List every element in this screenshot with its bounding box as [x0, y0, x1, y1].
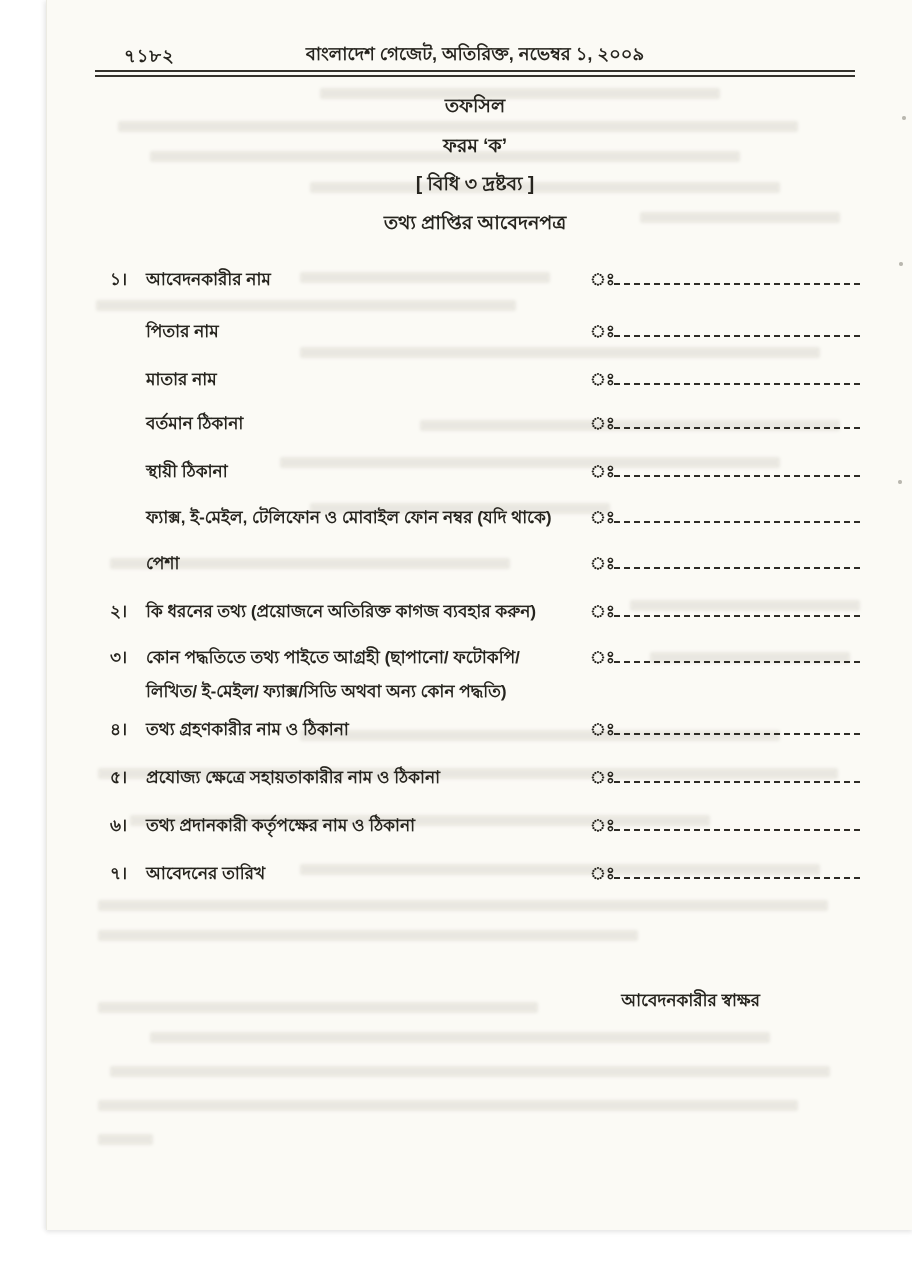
field-row-receiver-name-address	[110, 718, 860, 742]
field-row-present-address	[110, 412, 860, 436]
colon-separator: ঃ	[590, 768, 615, 787]
field-label: কি ধরনের তথ্য (প্রয়োজনে অতিরিক্ত কাগজ ব্যবহার করুন)	[146, 602, 537, 621]
field-row-permanent-address	[110, 460, 860, 484]
field-label: পেশা	[146, 554, 180, 573]
field-number: ৪।	[110, 720, 128, 739]
page-number: ৭১৮২	[124, 46, 175, 66]
answer-line[interactable]	[614, 414, 860, 429]
field-label: মাতার নাম	[146, 370, 217, 389]
field-row-contact-numbers	[110, 506, 860, 530]
rule-note: [ বিধি ৩ দ্রষ্টব্য ]	[415, 174, 535, 195]
field-number: ১।	[110, 270, 128, 289]
field-number: ৫।	[110, 768, 128, 787]
colon-separator: ঃ	[590, 370, 615, 389]
field-label: ফ্যাক্স, ই-মেইল, টেলিফোন ও মোবাইল ফোন নম্বর (যদি থাকে)	[146, 508, 552, 527]
field-row-application-date	[110, 862, 860, 886]
schedule-title: তফসিল	[444, 96, 506, 117]
field-label	[146, 646, 590, 704]
field-label-line1: কোন পদ্ধতিতে তথ্য পাইতে আগ্রহী (ছাপানো/ ফটোকপি/	[146, 648, 520, 667]
colon-separator: ঃ	[590, 864, 615, 883]
field-label: পিতার নাম	[146, 322, 219, 341]
scan-speck	[899, 262, 903, 266]
colon-separator: ঃ	[590, 462, 615, 481]
answer-line[interactable]	[614, 270, 860, 285]
colon-separator: ঃ	[590, 602, 615, 621]
field-row-helper-name-address	[110, 766, 860, 790]
colon-separator: ঃ	[590, 270, 615, 289]
answer-line[interactable]	[614, 768, 860, 783]
field-label: প্রযোজ্য ক্ষেত্রে সহায়তাকারীর নাম ও ঠিকানা	[146, 768, 441, 787]
colon-separator: ঃ	[590, 554, 615, 573]
colon-separator: ঃ	[590, 508, 615, 527]
answer-line[interactable]	[614, 648, 860, 663]
answer-line[interactable]	[614, 816, 860, 831]
colon-separator: ঃ	[590, 322, 615, 341]
answer-line[interactable]	[614, 602, 860, 617]
field-number: ২।	[110, 602, 128, 621]
answer-line[interactable]	[614, 720, 860, 735]
field-label: আবেদনকারীর নাম	[146, 270, 271, 289]
field-row-delivery-method	[110, 646, 860, 704]
scan-speck	[902, 116, 906, 120]
field-label: তথ্য প্রদানকারী কর্তৃপক্ষের নাম ও ঠিকানা	[146, 816, 416, 835]
field-number: ৬।	[110, 816, 128, 835]
field-row-mother-name	[110, 368, 860, 392]
field-row-father-name	[110, 320, 860, 344]
field-number: ৩।	[110, 648, 128, 667]
field-row-information-type	[110, 600, 860, 624]
form-name: ফরম ‘ক’	[442, 136, 508, 157]
field-label-line2: লিখিত/ ই-মেইল/ ফ্যাক্স/সিডি অথবা অন্য কোন পদ্ধতি)	[146, 682, 507, 701]
scan-speck	[898, 480, 902, 484]
colon-separator: ঃ	[590, 414, 615, 433]
field-label: আবেদনের তারিখ	[146, 864, 266, 883]
gazette-title: বাংলাদেশ গেজেট, অতিরিক্ত, নভেম্বর ১, ২০০৯	[305, 44, 645, 64]
answer-line[interactable]	[614, 554, 860, 569]
answer-line[interactable]	[614, 370, 860, 385]
header-double-rule	[95, 70, 855, 77]
field-number: ৭।	[110, 864, 128, 883]
field-row-profession	[110, 552, 860, 576]
field-label: স্থায়ী ঠিকানা	[146, 462, 228, 481]
field-label: বর্তমান ঠিকানা	[146, 414, 244, 433]
applicant-signature-label: আবেদনকারীর স্বাক্ষর	[621, 991, 760, 1010]
colon-separator: ঃ	[590, 816, 615, 835]
field-row-authority-name-address	[110, 814, 860, 838]
answer-line[interactable]	[614, 462, 860, 477]
field-label: তথ্য গ্রহণকারীর নাম ও ঠিকানা	[146, 720, 349, 739]
form-title: তথ্য প্রাপ্তির আবেদনপত্র	[383, 213, 567, 234]
field-row-applicant-name	[110, 268, 860, 292]
colon-separator: ঃ	[590, 648, 615, 667]
answer-line[interactable]	[614, 508, 860, 523]
answer-line[interactable]	[614, 864, 860, 879]
colon-separator: ঃ	[590, 720, 615, 739]
answer-line[interactable]	[614, 322, 860, 337]
